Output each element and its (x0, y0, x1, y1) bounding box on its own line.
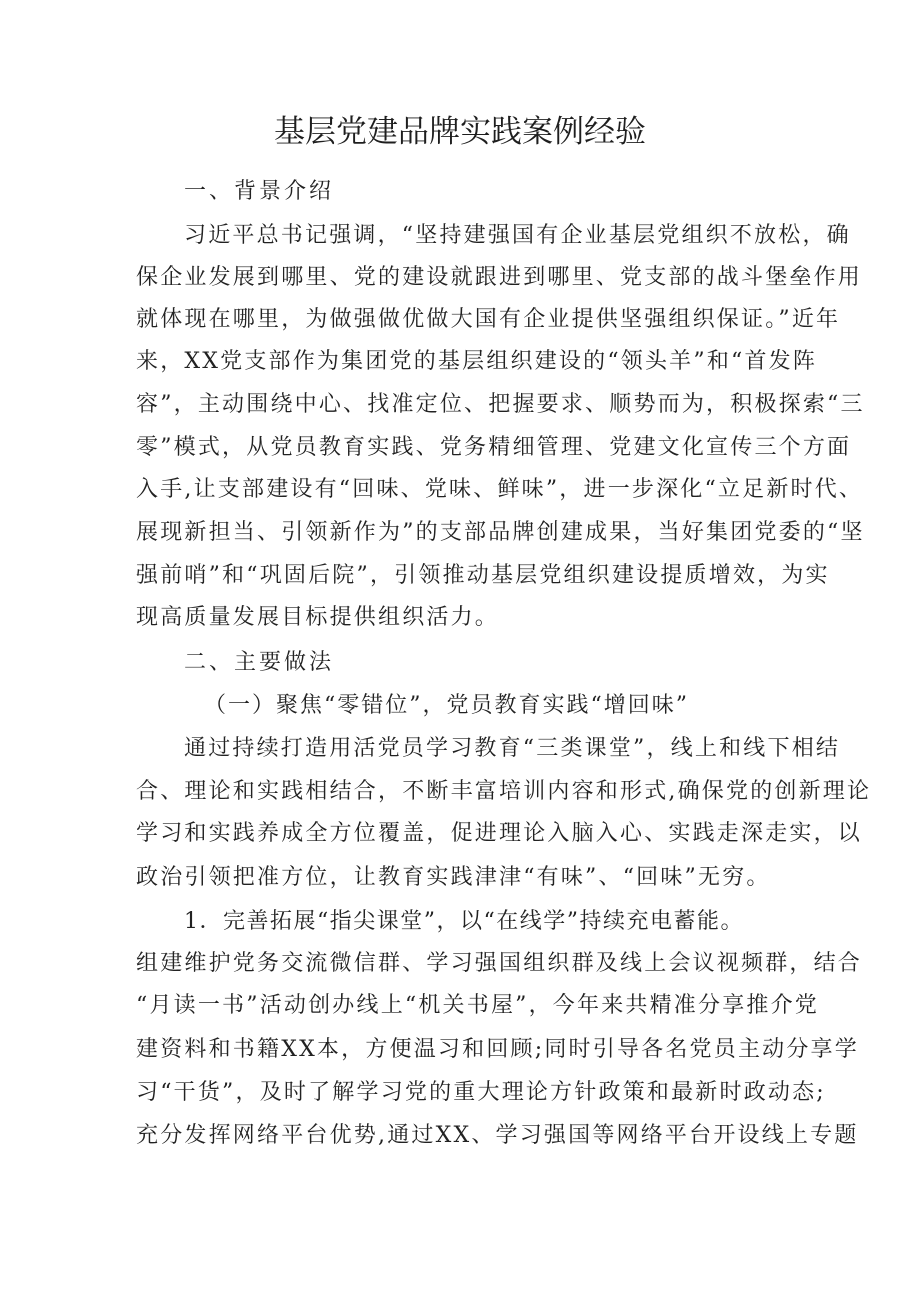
paragraph-line: 展现新担当、引领新作为”的支部品牌创建成果，当好集团党委的“坚 (136, 520, 865, 545)
paragraph-line: 就体现在哪里，为做强做优做大国有企业提供坚强组织保证。”近年 (136, 307, 841, 332)
paragraph-line: 习近平总书记强调，“坚持建强国有企业基层党组织不放松，确 (184, 223, 851, 248)
paragraph-line: 来，XX党支部作为集团党的基层组织建设的“领头羊”和“首发阵 (136, 349, 818, 374)
paragraph-line: 入手,让支部建设有“回味、党味、鲜味”，进一步深化“立足新时代、 (136, 477, 864, 502)
section-heading-main-practices: 二、主要做法 (184, 650, 335, 675)
paragraph-line: 政治引领把准方位，让教育实践津津“有味”、“回味”无穷。 (136, 865, 771, 890)
section-heading-background: 一、背景介绍 (184, 179, 335, 204)
paragraph-line: 保企业发展到哪里、党的建设就跟进到哪里、党支部的战斗堡垒作用 (136, 265, 863, 290)
paragraph-line: 强前哨”和“巩固后院”，引领推动基层党组织建设提质增效，为实 (136, 563, 830, 588)
paragraph-line: 组建维护党务交流微信群、学习强国组织群及线上会议视频群，结合 (136, 951, 863, 976)
subsection-heading: （一）聚焦“零错位”，党员教育实践“增回味” (204, 693, 689, 718)
paragraph-line: 通过持续打造用活党员学习教育“三类课堂”，线上和线下相结 (184, 736, 841, 761)
item-heading: 1．完善拓展“指尖课堂”，以“在线学”持续充电蓄能。 (184, 909, 744, 934)
document-title: 基层党建品牌实践案例经验 (274, 114, 646, 150)
paragraph-line: “月读一书”活动创办线上“机关书屋”，今年来共精准分享推介党 (136, 993, 819, 1018)
paragraph-line: 习“干货”，及时了解学习党的重大理论方针政策和最新时政动态; (136, 1080, 826, 1105)
paragraph-line: 充分发挥网络平台优势,通过XX、学习强国等网络平台开设线上专题 (136, 1123, 859, 1148)
paragraph-line: 建资料和书籍XX本，方便温习和回顾;同时引导各名党员主动分享学 (136, 1037, 859, 1062)
paragraph-line: 学习和实践养成全方位覆盖，促进理论入脑入心、实践走深走实，以 (136, 821, 863, 846)
paragraph-line: 合、理论和实践相结合，不断丰富培训内容和形式,确保党的创新理论 (136, 779, 872, 804)
paragraph-line: 现高质量发展目标提供组织活力。 (136, 605, 500, 630)
paragraph-line: 容”，主动围绕中心、找准定位、把握要求、顺势而为，积极探索“三 (136, 392, 865, 417)
paragraph-line: 零”模式，从党员教育实践、党务精细管理、党建文化宣传三个方面 (136, 435, 852, 460)
